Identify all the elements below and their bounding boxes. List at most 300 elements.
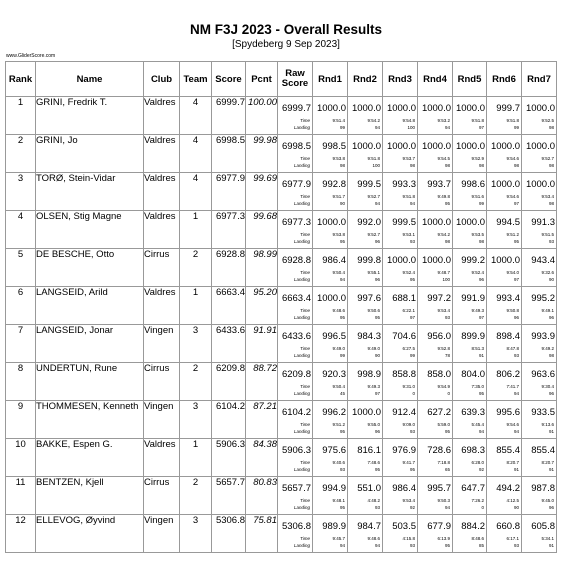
round-landing: 95 (513, 239, 519, 244)
time-label: Time (300, 194, 310, 199)
round-cell (453, 287, 487, 325)
rank-cell: 3 (6, 173, 36, 211)
round-cell (487, 173, 522, 211)
round-time: 8:47.8 (506, 346, 519, 351)
landing-label: Landing (293, 125, 310, 130)
round-score: 804.0 (461, 369, 485, 380)
round-landing: 93 (409, 429, 415, 434)
round-time: 9:52.4 (402, 270, 415, 275)
round-time: 8:48.6 (471, 536, 484, 541)
round-cell (418, 401, 453, 439)
raw-score-value: 6104.2 (281, 407, 311, 418)
club-cell: Valdres (144, 97, 180, 135)
round-score: 1000.0 (455, 141, 485, 152)
round-score: 992.0 (357, 217, 381, 228)
round-time: 9:53.2 (437, 118, 450, 123)
round-cell (418, 439, 453, 477)
club-cell: Cirrus (144, 249, 180, 287)
round-score: 993.7 (427, 179, 451, 190)
round-time: 9:53.4 (402, 498, 415, 503)
round-cell (418, 211, 453, 249)
raw-score-cell (278, 249, 313, 287)
round-score: 1000.0 (525, 141, 555, 152)
landing-label: Landing (293, 239, 310, 244)
landing-label: Landing (293, 353, 310, 358)
round-landing: 98 (444, 239, 450, 244)
header-row (6, 62, 557, 97)
round-score: 998.9 (357, 369, 381, 380)
round-time: 9:48.6 (332, 308, 345, 313)
round-score: 1000.0 (490, 141, 520, 152)
round-time: 9:54.5 (437, 156, 450, 161)
landing-label: Landing (293, 505, 310, 510)
time-label: Time (300, 384, 310, 389)
round-time: 9:53.8 (332, 156, 345, 161)
club-cell: Vingen (144, 325, 180, 363)
round-score: 963.6 (531, 369, 555, 380)
round-landing: 93 (513, 543, 519, 548)
table-row (6, 515, 557, 553)
round-score: 1000.0 (421, 255, 451, 266)
name-cell: OLSEN, Stig Magne (36, 211, 144, 249)
name-cell: THOMMESEN, Kenneth (36, 401, 144, 439)
round-score: 993.4 (496, 293, 520, 304)
round-score: 991.3 (531, 217, 555, 228)
name-cell: ELLEVOG, Øyvind (36, 515, 144, 553)
round-time: 9:52.5 (541, 118, 554, 123)
round-cell (348, 401, 383, 439)
event-subtitle: [Spydeberg 9 Sep 2023] (232, 39, 340, 50)
score-cell: 6433.6 (212, 325, 246, 363)
round-landing: 0 (481, 505, 484, 510)
rank-cell: 1 (6, 97, 36, 135)
round-cell (348, 439, 383, 477)
round-time: 9:49.1 (541, 308, 554, 313)
round-landing: 98 (548, 163, 554, 168)
round-landing: 98 (548, 201, 554, 206)
round-time: 9:50.8 (506, 308, 519, 313)
round-time: 6:13.9 (437, 536, 450, 541)
round-landing: 99 (339, 353, 345, 358)
round-landing: 97 (513, 201, 519, 206)
round-time: 4:12.5 (506, 498, 519, 503)
round-time: 5:59.0 (437, 422, 450, 427)
round-cell (348, 97, 383, 135)
round-landing: 94 (409, 201, 415, 206)
round-score: 855.4 (531, 445, 555, 456)
round-landing: 95 (339, 429, 345, 434)
team-cell: 4 (180, 173, 212, 211)
round-cell (418, 477, 453, 515)
round-score: 999.8 (357, 255, 381, 266)
round-time: 9:51.8 (506, 118, 519, 123)
round-score: 912.4 (392, 407, 416, 418)
round-landing: 96 (478, 277, 484, 282)
raw-score-cell (278, 97, 313, 135)
round-landing: 96 (548, 315, 554, 320)
landing-label: Landing (293, 315, 310, 320)
rank-cell: 5 (6, 249, 36, 287)
raw-score-value: 6209.8 (281, 369, 311, 380)
round-score: 1000.0 (351, 103, 381, 114)
round-score: 997.6 (357, 293, 381, 304)
round-cell (313, 325, 348, 363)
club-cell: Vingen (144, 515, 180, 553)
round-landing: 90 (339, 201, 345, 206)
round-score: 998.6 (461, 179, 485, 190)
round-score: 1000.0 (386, 103, 416, 114)
round-landing: 100 (442, 277, 450, 282)
rank-cell: 2 (6, 135, 36, 173)
pcnt-cell: 99.98 (246, 135, 278, 173)
round-landing: 99 (513, 125, 519, 130)
pcnt-cell: 100.00 (246, 97, 278, 135)
landing-label: Landing (293, 429, 310, 434)
round-score: 986.4 (392, 483, 416, 494)
round-cell (348, 515, 383, 553)
score-cell: 6663.4 (212, 287, 246, 325)
round-time: 9:49.0 (332, 346, 345, 351)
round-score: 677.9 (427, 521, 451, 532)
score-cell: 6977.3 (212, 211, 246, 249)
round-time: 9:40.6 (332, 460, 345, 465)
round-cell (313, 477, 348, 515)
raw-score-value: 5306.8 (281, 521, 311, 532)
raw-score-value: 6977.9 (281, 179, 311, 190)
round-landing: 45 (339, 391, 345, 396)
round-score: 704.6 (392, 331, 416, 342)
round-time: 9:51.8 (471, 118, 484, 123)
round-score: 984.3 (357, 331, 381, 342)
round-time: 4:15.8 (402, 536, 415, 541)
round-cell (453, 249, 487, 287)
round-cell (522, 97, 557, 135)
name-cell: LANGSEID, Arild (36, 287, 144, 325)
round-landing: 97 (478, 315, 484, 320)
team-cell: 4 (180, 135, 212, 173)
round-score: 976.9 (392, 445, 416, 456)
table-row (6, 363, 557, 401)
round-score: 995.7 (427, 483, 451, 494)
club-cell: Vingen (144, 401, 180, 439)
round-cell (348, 211, 383, 249)
round-time: 7:48.6 (367, 460, 380, 465)
round-cell (418, 287, 453, 325)
club-cell: Valdres (144, 287, 180, 325)
team-cell: 1 (180, 439, 212, 477)
round-time: 9:53.5 (471, 232, 484, 237)
round-cell (383, 249, 418, 287)
round-score: 989.9 (322, 521, 346, 532)
round-cell (313, 287, 348, 325)
column-header: Rnd4 (418, 62, 453, 97)
round-cell (522, 477, 557, 515)
column-header: Rnd2 (348, 62, 383, 97)
round-score: 999.2 (461, 255, 485, 266)
round-time: 9:50.6 (367, 308, 380, 313)
site-credit: www.GliderScore.com (6, 53, 56, 59)
round-cell (418, 249, 453, 287)
round-cell (487, 515, 522, 553)
round-landing: 97 (374, 391, 380, 396)
name-cell: TORØ, Stein-Vidar (36, 173, 144, 211)
round-time: 9:51.2 (506, 232, 519, 237)
round-score: 1000.0 (421, 141, 451, 152)
name-cell: GRINI, Fredrik T. (36, 97, 144, 135)
round-score: 987.8 (531, 483, 555, 494)
round-score: 991.9 (461, 293, 485, 304)
round-score: 999.5 (357, 179, 381, 190)
pcnt-cell: 99.68 (246, 211, 278, 249)
round-cell (418, 515, 453, 553)
raw-score-cell (278, 401, 313, 439)
round-cell (383, 287, 418, 325)
round-landing: 95 (409, 467, 415, 472)
round-landing: 93 (374, 505, 380, 510)
round-time: 6:17.1 (506, 536, 519, 541)
round-time: 9:52.7 (367, 194, 380, 199)
round-cell (383, 439, 418, 477)
raw-score-cell (278, 287, 313, 325)
round-cell (522, 439, 557, 477)
round-time: 6:28.0 (471, 460, 484, 465)
round-time: 9:53.8 (332, 232, 345, 237)
round-landing: 100 (407, 125, 415, 130)
round-score: 688.1 (392, 293, 416, 304)
round-cell (418, 135, 453, 173)
round-score: 920.3 (322, 369, 346, 380)
round-cell (383, 173, 418, 211)
round-time: 6:27.5 (402, 346, 415, 351)
round-cell (453, 439, 487, 477)
round-cell (453, 173, 487, 211)
round-cell (522, 211, 557, 249)
raw-score-value: 6928.8 (281, 255, 311, 266)
round-time: 9:51.2 (332, 422, 345, 427)
round-score: 993.9 (531, 331, 555, 342)
round-cell (487, 135, 522, 173)
score-cell: 6977.9 (212, 173, 246, 211)
round-landing: 91 (548, 467, 554, 472)
round-cell (348, 325, 383, 363)
round-time: 9:54.6 (506, 156, 519, 161)
round-score: 494.2 (496, 483, 520, 494)
round-landing: 98 (513, 163, 519, 168)
team-cell: 3 (180, 401, 212, 439)
round-cell (453, 477, 487, 515)
round-cell (522, 249, 557, 287)
round-landing: 94 (339, 543, 345, 548)
round-score: 984.7 (357, 521, 381, 532)
round-cell (348, 135, 383, 173)
rank-cell: 11 (6, 477, 36, 515)
round-time: 4:48.2 (367, 498, 380, 503)
club-cell: Valdres (144, 135, 180, 173)
round-landing: 95 (478, 391, 484, 396)
raw-score-value: 6663.4 (281, 293, 311, 304)
round-score: 647.7 (461, 483, 485, 494)
round-cell (453, 363, 487, 401)
round-time: 9:55.0 (367, 422, 380, 427)
round-time: 9:49.3 (471, 308, 484, 313)
round-score: 975.6 (322, 445, 346, 456)
time-label: Time (300, 460, 310, 465)
round-landing: 97 (478, 125, 484, 130)
round-score: 995.2 (531, 293, 555, 304)
round-time: 7:18.8 (437, 460, 450, 465)
round-score: 1000.0 (386, 141, 416, 152)
rank-cell: 6 (6, 287, 36, 325)
rank-cell: 7 (6, 325, 36, 363)
round-landing: 98 (478, 163, 484, 168)
table-row (6, 173, 557, 211)
raw-score-value: 5906.3 (281, 445, 311, 456)
round-time: 6:22.1 (402, 308, 415, 313)
round-landing: 93 (444, 315, 450, 320)
round-cell (487, 287, 522, 325)
round-time: 9:54.0 (506, 270, 519, 275)
round-landing: 97 (513, 277, 519, 282)
raw-score-cell (278, 439, 313, 477)
name-cell: UNDERTUN, Rune (36, 363, 144, 401)
results-body (6, 97, 557, 553)
table-row (6, 325, 557, 363)
round-score: 698.3 (461, 445, 485, 456)
round-time: 9:54.8 (402, 118, 415, 123)
round-cell (383, 211, 418, 249)
round-cell (418, 363, 453, 401)
table-row (6, 477, 557, 515)
round-score: 605.8 (531, 521, 555, 532)
round-score: 986.4 (322, 255, 346, 266)
pcnt-cell: 98.99 (246, 249, 278, 287)
column-header: Pcnt (246, 62, 278, 97)
round-score: 994.5 (496, 217, 520, 228)
round-cell (418, 173, 453, 211)
club-cell: Valdres (144, 439, 180, 477)
round-cell (383, 515, 418, 553)
round-cell (313, 211, 348, 249)
column-header: Rnd6 (487, 62, 522, 97)
round-landing: 0 (447, 391, 450, 396)
round-cell (487, 439, 522, 477)
round-score: 1000.0 (351, 141, 381, 152)
round-cell (487, 325, 522, 363)
round-cell (522, 363, 557, 401)
raw-score-cell (278, 477, 313, 515)
pcnt-cell: 75.81 (246, 515, 278, 553)
round-time: 9:48.6 (367, 536, 380, 541)
score-cell: 5306.8 (212, 515, 246, 553)
round-cell (313, 249, 348, 287)
round-score: 1000.0 (525, 103, 555, 114)
round-landing: 98 (548, 125, 554, 130)
round-time: 9:51.8 (367, 156, 380, 161)
round-landing: 96 (513, 315, 519, 320)
score-cell: 5906.3 (212, 439, 246, 477)
round-score: 503.5 (392, 521, 416, 532)
pcnt-cell: 91.91 (246, 325, 278, 363)
round-score: 993.3 (392, 179, 416, 190)
round-time: 9:31.0 (402, 384, 415, 389)
time-label: Time (300, 498, 310, 503)
round-cell (348, 477, 383, 515)
round-landing: 95 (374, 315, 380, 320)
round-score: 999.7 (496, 103, 520, 114)
round-time: 7:35.0 (471, 384, 484, 389)
round-landing: 95 (444, 201, 450, 206)
raw-score-cell (278, 173, 313, 211)
round-time: 9:54.2 (437, 232, 450, 237)
raw-score-cell (278, 211, 313, 249)
round-cell (453, 401, 487, 439)
round-time: 9:54.9 (437, 384, 450, 389)
round-cell (487, 97, 522, 135)
round-landing: 91 (478, 353, 484, 358)
round-landing: 95 (444, 429, 450, 434)
round-landing: 96 (374, 429, 380, 434)
round-cell (487, 249, 522, 287)
table-row (6, 401, 557, 439)
round-cell (313, 515, 348, 553)
round-landing: 95 (409, 277, 415, 282)
round-cell (313, 173, 348, 211)
round-landing: 96 (548, 505, 554, 510)
round-time: 9:54.6 (506, 194, 519, 199)
round-score: 1000.0 (421, 103, 451, 114)
pcnt-cell: 84.38 (246, 439, 278, 477)
team-cell: 2 (180, 477, 212, 515)
round-landing: 90 (513, 505, 519, 510)
round-score: 943.4 (531, 255, 555, 266)
pcnt-cell: 95.20 (246, 287, 278, 325)
score-cell: 5657.7 (212, 477, 246, 515)
round-score: 858.8 (392, 369, 416, 380)
round-landing: 96 (548, 391, 554, 396)
round-landing: 94 (444, 505, 450, 510)
raw-score-value: 6999.7 (281, 103, 311, 114)
results-table (5, 61, 557, 553)
round-cell (487, 401, 522, 439)
round-landing: 93 (409, 543, 415, 548)
round-score: 992.8 (322, 179, 346, 190)
landing-label: Landing (293, 391, 310, 396)
round-score: 551.0 (357, 483, 381, 494)
round-cell (487, 363, 522, 401)
round-score: 1000.0 (421, 217, 451, 228)
club-cell: Valdres (144, 211, 180, 249)
round-score: 899.9 (461, 331, 485, 342)
pcnt-cell: 87.21 (246, 401, 278, 439)
raw-score-value: 6977.3 (281, 217, 311, 228)
round-score: 858.0 (427, 369, 451, 380)
round-time: 9:50.4 (332, 270, 345, 275)
round-time: 9:49.8 (437, 194, 450, 199)
column-header: Score (212, 62, 246, 97)
round-score: 639.3 (461, 407, 485, 418)
round-cell (522, 173, 557, 211)
raw-score-cell (278, 363, 313, 401)
round-landing: 94 (339, 277, 345, 282)
round-landing: 97 (409, 315, 415, 320)
rank-cell: 9 (6, 401, 36, 439)
time-label: Time (300, 232, 310, 237)
time-label: Time (300, 536, 310, 541)
round-score: 996.5 (322, 331, 346, 342)
score-cell: 6104.2 (212, 401, 246, 439)
pcnt-cell: 80.83 (246, 477, 278, 515)
round-cell (522, 325, 557, 363)
